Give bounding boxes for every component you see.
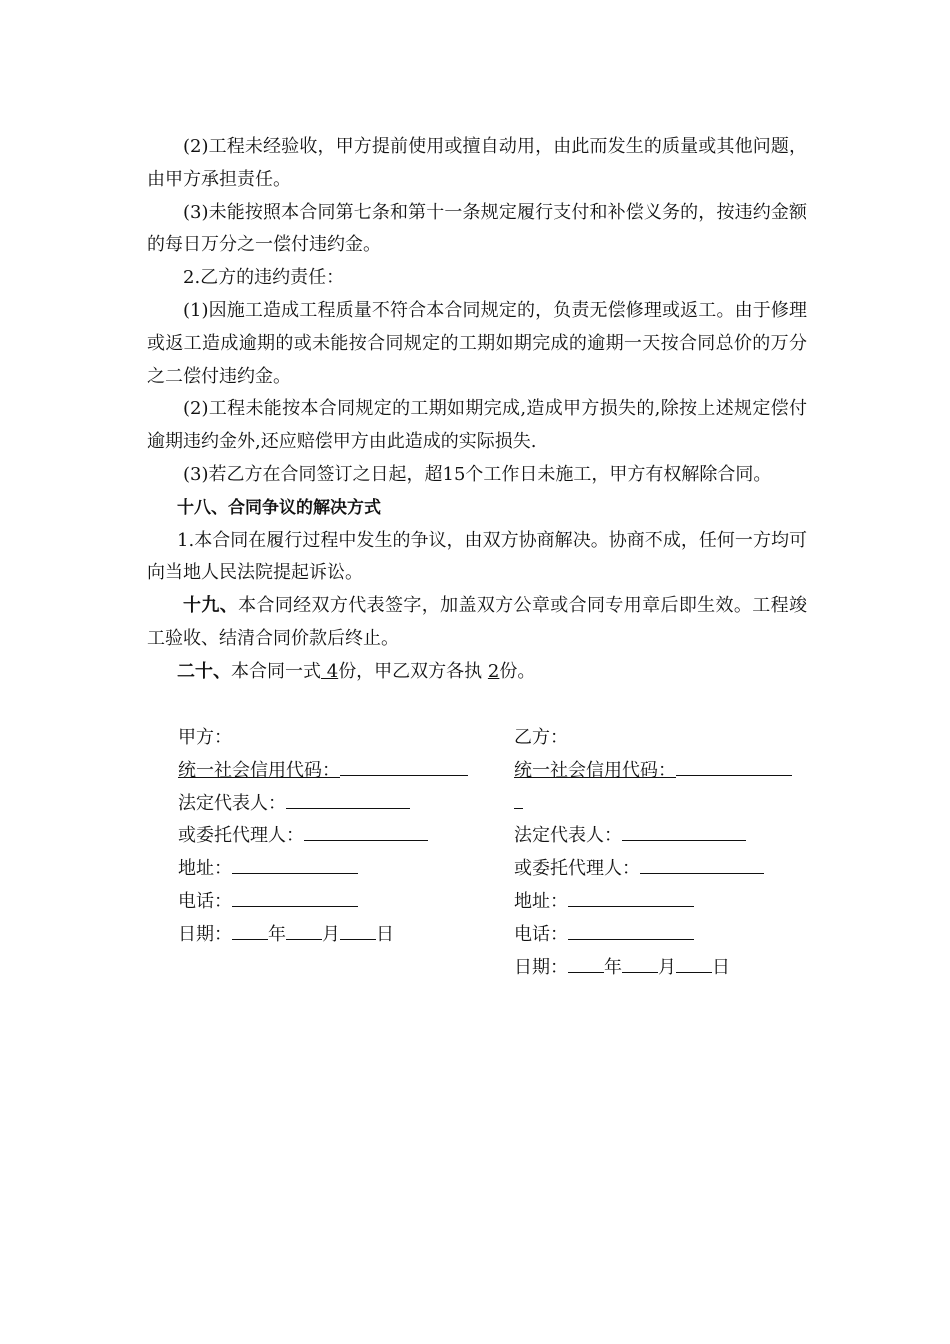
party-b-credit-code-blank[interactable]	[676, 755, 792, 776]
paragraph-party-b-liability: 2.乙方的违约责任：	[183, 267, 345, 289]
party-b-title: 乙方：	[514, 727, 568, 748]
party-a-legal-rep	[178, 788, 488, 821]
party-a-date-label: 日期：	[178, 923, 232, 945]
party-a-credit-code-label: 统一社会信用代码：	[178, 759, 340, 781]
contract-body	[147, 131, 807, 689]
party-b-date-label: 日期：	[514, 956, 568, 978]
party-a-legal-rep-blank[interactable]	[286, 788, 410, 809]
party-b-address-label: 地址：	[514, 890, 568, 912]
party-a-agent	[178, 820, 488, 853]
copies-total: 4	[321, 660, 339, 682]
party-a-phone-label: 电话：	[178, 890, 232, 912]
party-a-address	[178, 853, 488, 886]
party-a-day-label: 日	[376, 923, 394, 945]
party-b-day-blank[interactable]	[676, 952, 712, 973]
party-a-credit-code	[178, 755, 488, 788]
party-b-year-blank[interactable]	[568, 952, 604, 973]
paragraph-b-1: (1)因施工造成工程质量不符合本合同规定的，负责无偿修理或返工。由于修理或返工造成逾期的或未能按合同规定的工期如期完成的逾期一天按合同总价的万分之二偿付违约金。	[147, 299, 807, 387]
party-a-agent-label: 或委托代理人：	[178, 825, 304, 847]
section-20-text-b: 份，甲乙双方各执	[338, 660, 488, 682]
section-20-text-c: 份。	[499, 660, 536, 682]
party-a-address-blank[interactable]	[232, 853, 358, 874]
party-b-month-label: 月	[658, 956, 676, 978]
party-b-address	[514, 886, 814, 919]
section-20-number: 二十、	[177, 660, 231, 682]
party-b-legal-rep-label: 法定代表人：	[514, 825, 622, 847]
party-b-credit-code-blank-overflow[interactable]	[514, 788, 523, 809]
party-a-day-blank[interactable]	[340, 919, 376, 940]
party-b-year-label: 年	[604, 956, 622, 978]
party-b-agent-label: 或委托代理人：	[514, 858, 640, 880]
section-19	[147, 590, 807, 656]
party-b-day-label: 日	[712, 956, 730, 978]
party-a-address-label: 地址：	[178, 858, 232, 880]
party-b-date	[514, 952, 814, 985]
party-b-agent	[514, 853, 814, 886]
party-b-address-blank[interactable]	[568, 886, 694, 907]
party-b-legal-rep	[514, 820, 814, 853]
party-a-year-blank[interactable]	[232, 919, 268, 940]
party-a-phone-blank[interactable]	[232, 886, 358, 907]
section-20-text-a: 本合同一式	[231, 660, 321, 682]
section-19-text: 本合同经双方代表签字，加盖双方公章或合同专用章后即生效。工程竣工验收、结清合同价款后终止。	[147, 595, 807, 649]
section-20	[147, 656, 807, 689]
party-a-credit-code-blank[interactable]	[340, 755, 468, 776]
party-b-phone-label: 电话：	[514, 923, 568, 945]
party-b-legal-rep-blank[interactable]	[622, 820, 746, 841]
party-a-signature-block	[178, 722, 488, 952]
paragraph-b-3: (3)若乙方在合同签订之日起，超15个工作日未施工，甲方有权解除合同。	[183, 463, 772, 485]
party-a-date	[178, 919, 488, 952]
paragraph-2-2: (2)工程未经验收，甲方提前使用或擅自动用，由此而发生的质量或其他问题，由甲方承担责任。	[147, 136, 807, 190]
copies-each: 2	[487, 660, 500, 682]
party-b-month-blank[interactable]	[622, 952, 658, 973]
party-b-phone	[514, 919, 814, 952]
party-b-agent-blank[interactable]	[640, 853, 764, 874]
paragraph-2-3: (3)未能按照本合同第七条和第十一条规定履行支付和补偿义务的，按违约金额的每日万分之一偿付违约金。	[147, 201, 807, 256]
party-a-agent-blank[interactable]	[304, 820, 428, 841]
party-a-legal-rep-label: 法定代表人：	[178, 792, 286, 814]
party-b-credit-code-label: 统一社会信用代码：	[514, 759, 676, 781]
party-b-phone-blank[interactable]	[568, 919, 694, 940]
party-a-phone	[178, 886, 488, 919]
party-a-title: 甲方：	[178, 727, 232, 748]
paragraph-b-2: (2)工程未能按本合同规定的工期如期完成,造成甲方损失的,除按上述规定偿付逾期违约金外,还应赔偿甲方由此造成的实际损失.	[147, 398, 807, 453]
section-18-heading: 十八、合同争议的解决方式	[177, 497, 381, 518]
section-19-number: 十九、	[183, 595, 239, 617]
party-b-signature-block	[514, 722, 814, 984]
party-b-credit-code	[514, 755, 814, 788]
party-b-credit-code-overflow	[514, 788, 814, 821]
party-a-year-label: 年	[268, 923, 286, 945]
paragraph-18-1: 1.本合同在履行过程中发生的争议，由双方协商解决。协商不成，任何一方均可向当地人民法院提起诉讼。	[147, 529, 807, 584]
party-a-month-label: 月	[322, 923, 340, 945]
party-a-month-blank[interactable]	[286, 919, 322, 940]
